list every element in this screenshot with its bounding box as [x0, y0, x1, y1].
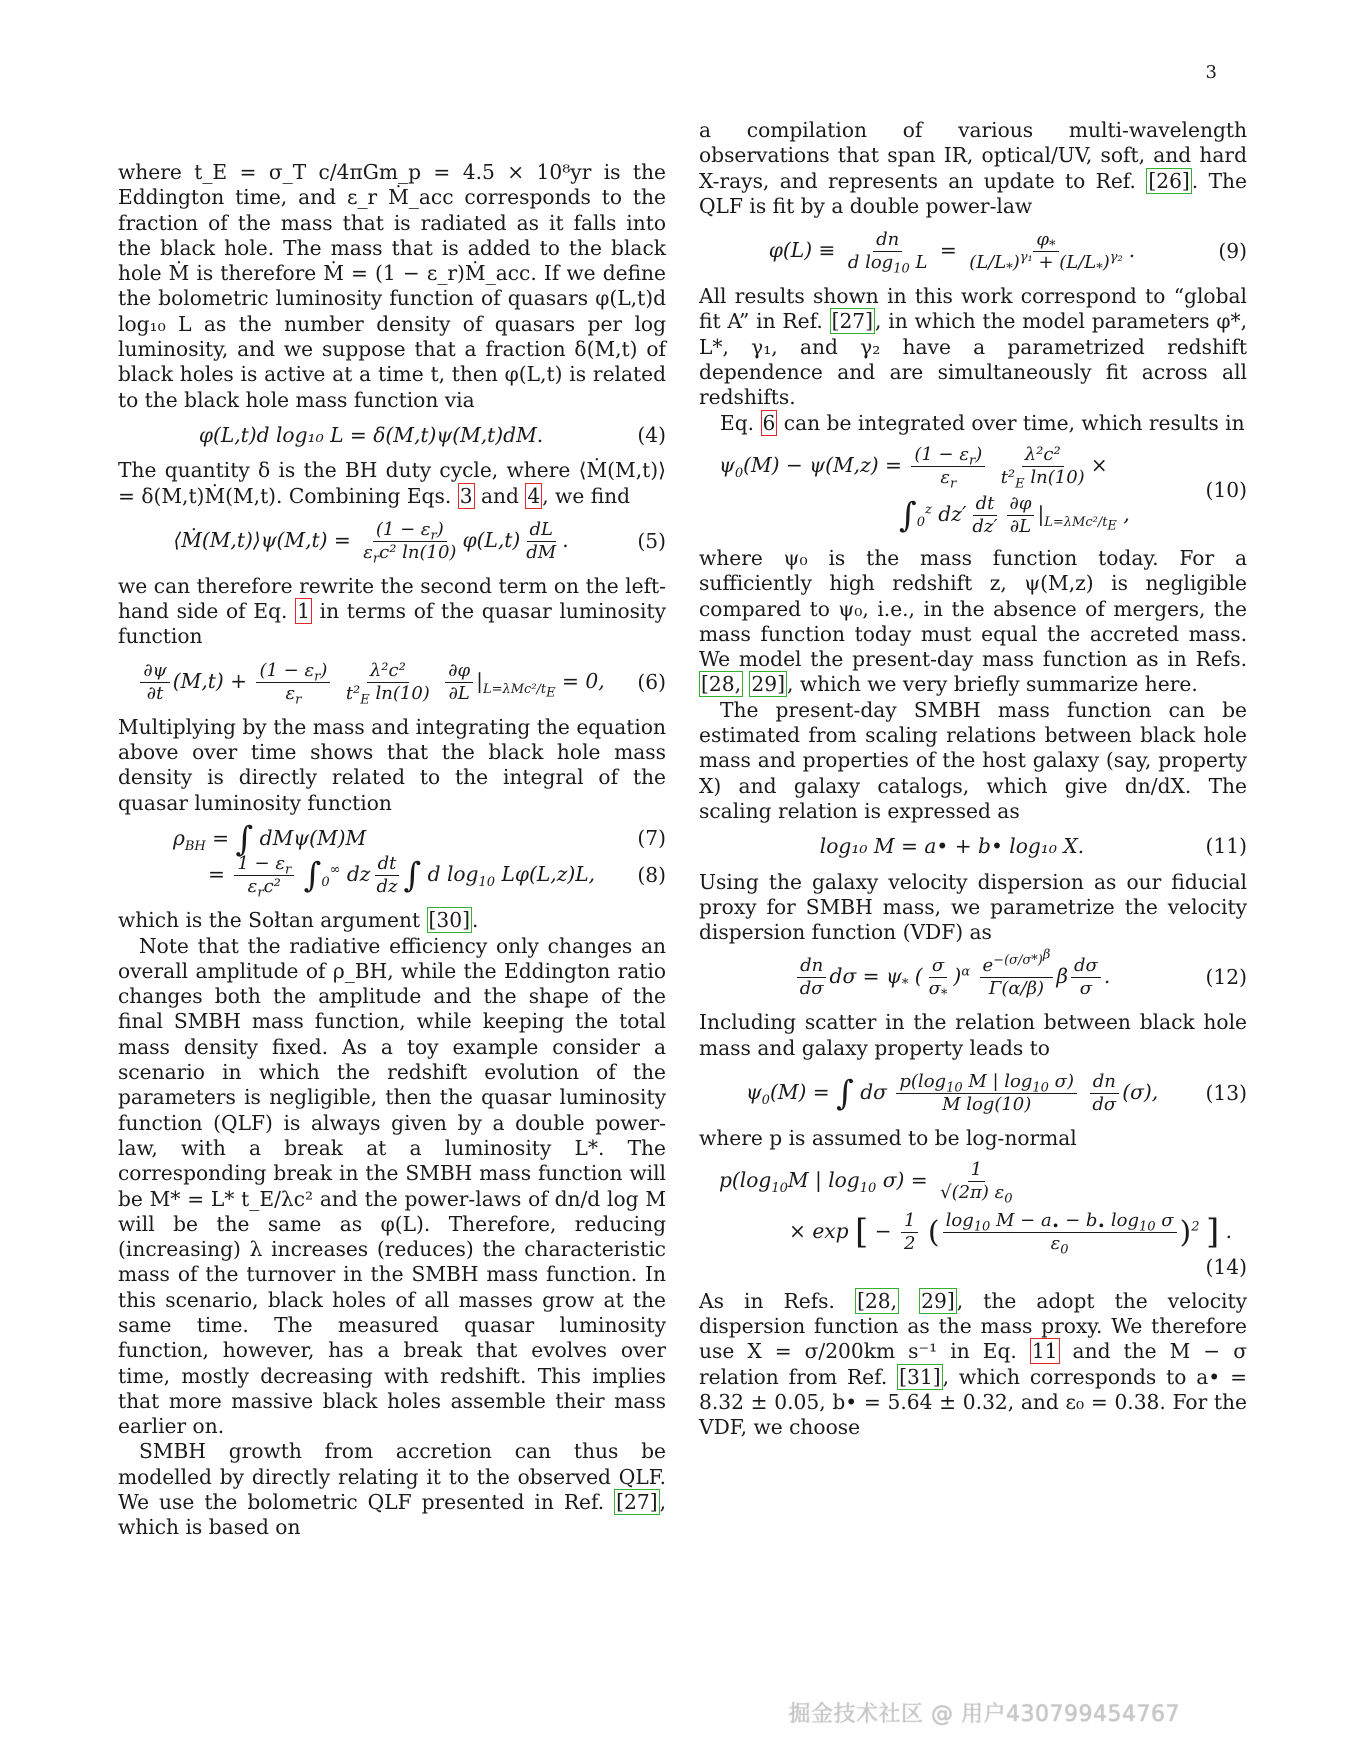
- equation-body: ⟨Ṁ(M,t)⟩ψ(M,t) = $\frac{(1 - \varepsilon_r)}{\varepsilon_rc^2 \ln(10)}$ φ(L,t) $\frac{dL}{dM}$ .: [173, 518, 569, 567]
- equation-8: [118, 853, 666, 901]
- equation-12: [699, 948, 1247, 1004]
- watermark: 掘金技术社区 @ 用户430799454767: [788, 1702, 1180, 1727]
- eq-link[interactable]: 6: [762, 410, 776, 435]
- paragraph: where p is assumed to be log-normal: [699, 1126, 1077, 1151]
- equation-4: [118, 423, 666, 448]
- equation-body: $\psi_0(M)$ = ∫ dσ $\frac{p(\log_{10} M | \log_{10} \sigma)}{\text{M log(10)}}$ $\frac{dn}{d\sigma}$ (σ),: [745, 1071, 1159, 1116]
- paragraph: All results shown in this work correspond to “global fit A” in Ref. [27], in which the model parameters φ*, L*, γ₁, and γ₂ have a parametrized redshift dependence and are simultaneously fit across all redshifts.: [699, 284, 1247, 410]
- citation-link[interactable]: [27]: [831, 309, 874, 334]
- equation-13: [699, 1071, 1247, 1116]
- equation-body: log₁₀ M = a• + b• log₁₀ X.: [819, 834, 1085, 859]
- citation-link[interactable]: 29]: [921, 1288, 955, 1313]
- citation-link[interactable]: [27]: [616, 1490, 658, 1515]
- equation-number: (11): [1205, 834, 1247, 859]
- equation-5: [118, 518, 666, 567]
- equation-11: [699, 834, 1247, 859]
- paragraph: where t_E = σ_T c/4πGm_p = 4.5 × 10⁸yr is the Eddington time, and ε_r Ṁ_acc corresponds to the fraction of the mass that is radiated as it falls into the black hole. The mass that is added to the black hole Ṁ is therefore Ṁ = (1 − ε_r)Ṁ_acc. If we define the bolometric luminosity function of quasars φ(L,t)d log₁₀ L as the number density of quasars per log luminosity, and we suppose that a fraction δ(M,t) of black holes is active at a time t, then φ(L,t) is related to the black hole mass function via: [118, 160, 666, 412]
- equation-number: (8): [637, 863, 666, 888]
- equation-number: (14): [1205, 1255, 1247, 1280]
- equation-number: (9): [1218, 239, 1247, 264]
- equation-body: $\frac{\partial\psi}{\partial t}$ (M,t) + $\frac{(1 - \varepsilon_r)}{\varepsilon_r}$ $\frac{\text{λ²c²}}{t^2_E \ln(10)}$ $\frac{\partial\varphi}{\partial L}$ $|_{L=\lambda Mc^2/t_E} = 0$,: [118, 660, 624, 705]
- paragraph: The quantity δ is the BH duty cycle, where ⟨Ṁ(M,t)⟩ = δ(M,t)Ṁ(M,t). Combining Eqs. 3 and 4, we find: [118, 458, 666, 508]
- paragraph: we can therefore rewrite the second term on the left-hand side of Eq. 1 in terms of the quasar luminosity function: [118, 573, 666, 649]
- equation-number: (4): [637, 422, 666, 447]
- equation-14: [699, 1159, 1247, 1280]
- equation-body: $\rho_{BH}$ = ∫ dMψ(M)M: [173, 819, 367, 860]
- equation-6: [118, 659, 666, 708]
- equation-9: [699, 229, 1247, 277]
- equation-body: φ(L) ≡ $\frac{dn}{d \log_{10} L}$ = $\frac{\varphi_*}{(L/L_*)^{\gamma_1} + (L/L_*)^{\gamma_2}}$ .: [768, 229, 1136, 277]
- equation-body: $\psi_0(M) - \psi(M,z)$ = $\frac{(1 - \varepsilon_r)}{\varepsilon_r}$ $\frac{\text{λ²c²}}{t^2_E \ln(10)}$ × $\int_0^z$ dz′ $\frac{dt}{dz'}$ $\frac{\partial\varphi}{\partial L}$ $|_{L=\lambda Mc^2/t_E}$ ,: [719, 443, 1130, 537]
- right-column: [699, 118, 1247, 1440]
- citation-link[interactable]: [31]: [899, 1364, 941, 1389]
- equation-number: (13): [1205, 1080, 1247, 1105]
- equation-number: (5): [637, 528, 666, 553]
- citation-link[interactable]: [28,: [701, 672, 741, 697]
- equation-body: φ(L,t)d log₁₀ L = δ(M,t)ψ(M,t)dM.: [198, 422, 544, 447]
- equation-number: (12): [1205, 965, 1247, 990]
- citation-link[interactable]: [28,: [857, 1288, 898, 1313]
- paragraph: a compilation of various multi-wavelength observations that span IR, optical/UV, soft, and hard X-rays, and represents an update to Ref. [26]. The QLF is fit by a double power-law: [699, 118, 1247, 218]
- equation-number: (7): [637, 825, 666, 850]
- paragraph: which is the Sołtan argument [30].: [118, 908, 479, 933]
- citation-link[interactable]: 29]: [751, 672, 785, 697]
- equation-body: $\frac{dn}{d\sigma}$ $d\sigma = \psi_*$ ( $\frac{\sigma}{\sigma_*}$ )$^\alpha$ $\frac{e^{-(\sigma/\sigma*)^\beta}}{\Gamma(\alpha/\beta)}$ β $\frac{d\sigma}{\sigma}$ .: [699, 955, 1205, 1000]
- paragraph: As in Refs. [28, 29], the adopt the velocity dispersion function as the mass proxy. We therefore use X = σ/200km s⁻¹ in Eq. 11 and the M − σ relation from Ref. [31], which corresponds to a• = 8.32 ± 0.05, b• = 5.64 ± 0.32, and ε₀ = 0.38. For the VDF, we choose: [699, 1288, 1247, 1440]
- page-number: 3: [1205, 62, 1217, 83]
- equation-10: [699, 444, 1247, 538]
- eq-link[interactable]: 11: [1031, 1339, 1058, 1364]
- paragraph: Multiplying by the mass and integrating the equation above over time shows that the black hole mass density is directly related to the integral of the quasar luminosity function: [118, 714, 666, 815]
- paragraph: The present-day SMBH mass function can be estimated from scaling relations between black hole mass and properties of the host galaxy (say, property X) and galaxy catalogs, which give dn/dX. The scaling relation is expressed as: [699, 697, 1247, 823]
- paragraph: Eq. 6 can be integrated over time, which results in: [720, 410, 1245, 435]
- paragraph: SMBH growth from accretion can thus be modelled by directly relating it to the observed QLF. We use the bolometric QLF presented in Ref. [27], which is based on: [118, 1439, 666, 1540]
- paragraph: Including scatter in the relation between black hole mass and galaxy property leads to: [699, 1010, 1247, 1060]
- equation-7: [118, 819, 666, 860]
- left-column: [118, 160, 666, 1541]
- paragraph: Using the galaxy velocity dispersion as our fiducial proxy for SMBH mass, we parametrize the velocity dispersion function (VDF) as: [699, 869, 1247, 945]
- eq-link[interactable]: 4: [527, 483, 541, 508]
- paragraph: Note that the radiative efficiency only changes an overall amplitude of ρ_BH, while the Eddington ratio changes both the amplitude and the shape of the final SMBH mass function, while keeping the total mass density fixed. As a toy example consider a scenario in which the redshift evolution of the parameters is negligible, then the quasar luminosity function (QLF) is always given by a double power-law, with a break at a luminosity L*. The corresponding break in the SMBH mass function will be M* = L* t_E/λc² and the power-laws of dn/d log M will be the same as φ(L). Therefore, reducing (increasing) λ increases (reduces) the characteristic mass of the turnover in the SMBH mass function. In this scenario, black holes of all masses grow at the same time. The measured quasar luminosity function, however, has a break that evolves over time, mostly decreasing with redshift. This implies that more massive black holes assemble their mass earlier on.: [118, 933, 666, 1439]
- equation-body: × exp [ − $\frac{1}{2}$ ( $\frac{\log_{10} M - a_• - b_• \log_{10} \sigma}{\varepsilon_0}$ )$^2$ ] .: [789, 1210, 1233, 1258]
- equation-body: $p(\log_{10}M$ | $\log_{10} \sigma$) = $\frac{1}{√(2\pi) \varepsilon_0}$: [719, 1159, 1013, 1207]
- eq-link[interactable]: 3: [459, 483, 473, 508]
- citation-link[interactable]: [30]: [428, 908, 470, 933]
- citation-link[interactable]: [26]: [1148, 168, 1190, 193]
- paragraph: where ψ₀ is the mass function today. For a sufficiently high redshift z, ψ(M,z) is negligible compared to ψ₀, i.e., in the absence of mergers, the mass function today must equal the accreted mass. We model the present-day mass function as in Refs. [28, 29], which we very briefly summarize here.: [699, 545, 1247, 697]
- equation-number: (6): [637, 669, 666, 694]
- eq-link[interactable]: 1: [297, 599, 310, 624]
- equation-number: (10): [1205, 478, 1247, 503]
- equation-body: = $\frac{1 - \varepsilon_r}{\varepsilon_rc^2}$ $\int_0^\infty$ dz $\frac{dt}{dz}$ ∫ d $\log_{10} L\varphi(L,z)L$,: [208, 853, 596, 901]
